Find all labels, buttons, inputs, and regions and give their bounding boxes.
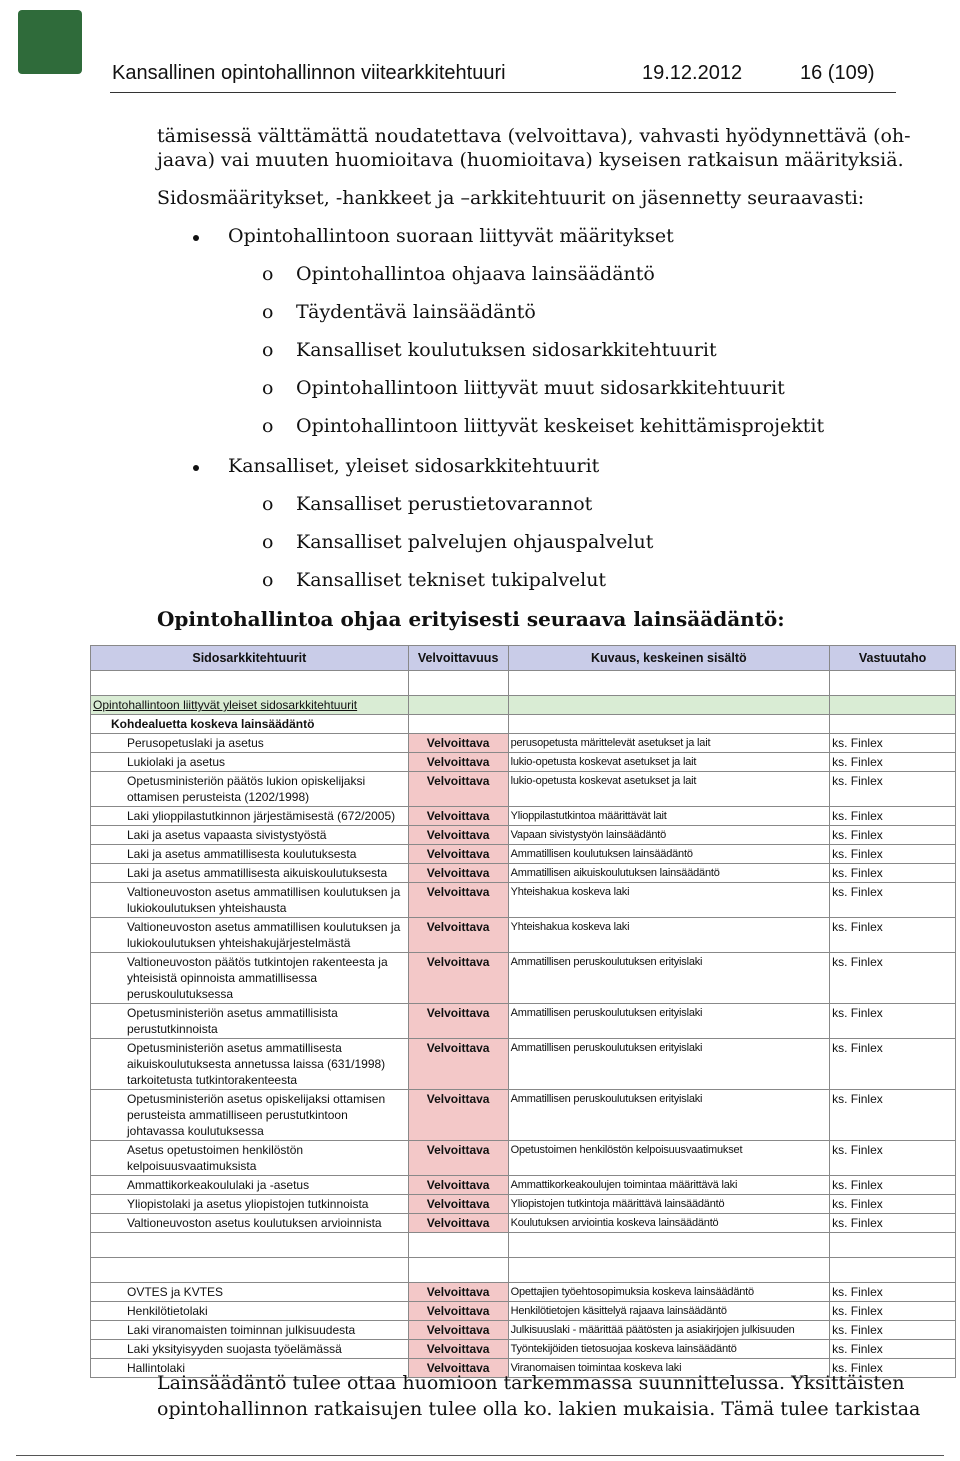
header-divider: [110, 92, 896, 93]
description-cell: Opetustoimen henkilöstön kelpoisuusvaatimukset: [508, 1141, 830, 1176]
description-cell: lukio-opetusta koskevat asetukset ja lait: [508, 772, 830, 807]
intro-line-3: Sidosmääritykset, -hankkeet ja –arkkitehtuurit on jäsennetty seuraavasti:: [157, 187, 865, 209]
responsible-cell: ks. Finlex: [830, 864, 956, 883]
table-cell: [408, 1258, 508, 1283]
law-name: Laki yksityisyyden suojasta työelämässä: [91, 1340, 409, 1359]
obligation-cell: Velvoittava: [408, 883, 508, 918]
table-cell: [408, 696, 508, 715]
responsible-cell: ks. Finlex: [830, 918, 956, 953]
description-cell: Ammatillisen koulutuksen lainsäädäntö: [508, 845, 830, 864]
obligation-cell: Velvoittava: [408, 1214, 508, 1233]
responsible-cell: ks. Finlex: [830, 1283, 956, 1302]
list-marker: o: [262, 531, 274, 553]
obligation-cell: Velvoittava: [408, 918, 508, 953]
law-name: Opetusministeriön asetus ammatillisista perustutkinnoista: [91, 1004, 409, 1039]
description-cell: Opettajien työehtosopimuksia koskeva lainsäädäntö: [508, 1283, 830, 1302]
law-name: Perusopetuslaki ja asetus: [91, 734, 409, 753]
law-name: Valtioneuvoston asetus koulutuksen arvioinnista: [91, 1214, 409, 1233]
table-row: [91, 918, 956, 953]
obligation-cell: Velvoittava: [408, 1195, 508, 1214]
description-cell: Ammattikorkeakoulujen toimintaa määrittävä laki: [508, 1176, 830, 1195]
list-marker: o: [262, 493, 274, 515]
footer-line-2: opintohallinnon ratkaisujen tulee olla ko. lakien mukaisia. Tämä tulee tarkistaa: [157, 1398, 921, 1420]
table-row: [91, 1340, 956, 1359]
law-name: Valtioneuvoston päätös tutkintojen rakenteesta ja yhteisistä opinnoista ammatillisessa peruskoulutuksessa: [91, 953, 409, 1004]
law-name: Opetusministeriön asetus ammatillisesta aikuiskoulutuksesta annetussa laissa (631/1998) tarkoitetusta tutkintorakenteesta: [91, 1039, 409, 1090]
obligation-cell: Velvoittava: [408, 953, 508, 1004]
description-cell: Ammatillisen peruskoulutuksen erityislaki: [508, 1039, 830, 1090]
table-row: [91, 1176, 956, 1195]
law-name: Laki ylioppilastutkinnon järjestämisestä (672/2005): [91, 807, 409, 826]
law-name: Ammattikorkeakoululaki ja -asetus: [91, 1176, 409, 1195]
responsible-cell: ks. Finlex: [830, 1321, 956, 1340]
table-row: [91, 753, 956, 772]
obligation-cell: Velvoittava: [408, 1302, 508, 1321]
list-marker: o: [262, 339, 274, 361]
responsible-cell: ks. Finlex: [830, 772, 956, 807]
table-row: [91, 1090, 956, 1141]
responsible-cell: ks. Finlex: [830, 1039, 956, 1090]
description-cell: Ammatillisen peruskoulutuksen erityislaki: [508, 1090, 830, 1141]
intro-line-2: jaava) vai muuten huomioitava (huomioitava) kyseisen ratkaisun määrityksiä.: [157, 149, 904, 171]
law-name: Valtioneuvoston asetus ammatillisen koulutuksen ja lukiokoulutuksen yhteishausta: [91, 883, 409, 918]
section-heading: Opintohallintoa ohjaa erityisesti seuraava lainsäädäntö:: [157, 607, 785, 631]
description-cell: perusopetusta märittelevät asetukset ja lait: [508, 734, 830, 753]
table-cell: [830, 1233, 956, 1258]
table-row: [91, 734, 956, 753]
list-item-b: Kansalliset, yleiset sidosarkkitehtuurit: [228, 455, 600, 477]
responsible-cell: ks. Finlex: [830, 753, 956, 772]
footer-line-1: Lainsäädäntö tulee ottaa huomioon tarkemmassa suunnittelussa. Yksittäisten: [157, 1372, 905, 1394]
table-spacer-row: [91, 1258, 956, 1283]
table-cell: [408, 671, 508, 696]
responsible-cell: ks. Finlex: [830, 883, 956, 918]
description-cell: Yliopistojen tutkintoja määrittävä lainsäädäntö: [508, 1195, 830, 1214]
law-name: Laki ja asetus ammatillisesta aikuiskoulutuksesta: [91, 864, 409, 883]
bullet-icon: [193, 235, 199, 241]
responsible-cell: ks. Finlex: [830, 1195, 956, 1214]
list-item-a4: Opintohallintoon liittyvät muut sidosarkkitehtuurit: [296, 377, 785, 399]
law-name: Hallintolaki: [91, 1359, 409, 1378]
law-name: Opetusministeriön päätös lukion opiskelijaksi ottamisen perusteista (1202/1998): [91, 772, 409, 807]
obligation-cell: Velvoittava: [408, 826, 508, 845]
description-cell: Ammatillisen aikuiskoulutuksen lainsäädäntö: [508, 864, 830, 883]
description-cell: Yhteishakua koskeva laki: [508, 883, 830, 918]
footer-divider: [16, 1455, 944, 1456]
list-marker: o: [262, 301, 274, 323]
responsible-cell: ks. Finlex: [830, 1214, 956, 1233]
responsible-cell: ks. Finlex: [830, 1176, 956, 1195]
intro-line-1: tämisessä välttämättä noudatettava (velvoittava), vahvasti hyödynnettävä (oh-: [157, 125, 911, 147]
law-name: Henkilötietolaki: [91, 1302, 409, 1321]
list-item-b2: Kansalliset palvelujen ohjauspalvelut: [296, 531, 654, 553]
table-header-cell: Vastuutaho: [830, 646, 956, 671]
table-row: [91, 953, 956, 1004]
table-cell: [508, 671, 830, 696]
list-marker: o: [262, 377, 274, 399]
table-spacer-row: [91, 671, 956, 696]
section-label: Opintohallintoon liittyvät yleiset sidosarkkitehtuurit: [91, 696, 409, 715]
doc-title: Kansallinen opintohallinnon viitearkkitehtuuri: [112, 62, 506, 84]
legislation-table: [90, 645, 956, 1378]
law-name: Yliopistolaki ja asetus yliopistojen tutkinnoista: [91, 1195, 409, 1214]
table-cell: [830, 1258, 956, 1283]
bullet-icon: [193, 465, 199, 471]
table-cell: [91, 671, 409, 696]
table-row: [91, 864, 956, 883]
obligation-cell: Velvoittava: [408, 1090, 508, 1141]
responsible-cell: ks. Finlex: [830, 953, 956, 1004]
table-subsection-row: [91, 715, 956, 734]
obligation-cell: Velvoittava: [408, 1004, 508, 1039]
table-cell: [830, 715, 956, 734]
table-cell: [91, 1233, 409, 1258]
table-row: [91, 807, 956, 826]
obligation-cell: Velvoittava: [408, 734, 508, 753]
description-cell: Koulutuksen arviointia koskeva lainsäädäntö: [508, 1214, 830, 1233]
list-item-a5: Opintohallintoon liittyvät keskeiset kehittämisprojektit: [296, 415, 825, 437]
obligation-cell: Velvoittava: [408, 1321, 508, 1340]
table-cell: [91, 1258, 409, 1283]
table-row: [91, 1214, 956, 1233]
table-section-row: [91, 696, 956, 715]
table-row: [91, 1039, 956, 1090]
responsible-cell: ks. Finlex: [830, 1004, 956, 1039]
description-cell: Ylioppilastutkintoa määrittävät lait: [508, 807, 830, 826]
table-cell: [408, 1233, 508, 1258]
list-item-a2: Täydentävä lainsäädäntö: [296, 301, 536, 323]
law-name: Lukiolaki ja asetus: [91, 753, 409, 772]
table-row: [91, 883, 956, 918]
list-item-a: Opintohallintoon suoraan liittyvät määritykset: [228, 225, 674, 247]
table-cell: [508, 1233, 830, 1258]
law-name: Asetus opetustoimen henkilöstön kelpoisuusvaatimuksista: [91, 1141, 409, 1176]
table-spacer-row: [91, 1233, 956, 1258]
table-cell: [508, 696, 830, 715]
table-row: [91, 1004, 956, 1039]
description-cell: Vapaan sivistystyön lainsäädäntö: [508, 826, 830, 845]
obligation-cell: Velvoittava: [408, 1283, 508, 1302]
law-name: Opetusministeriön asetus opiskelijaksi ottamisen perusteista ammatilliseen perustutkintoon johtavassa koulutuksessa: [91, 1090, 409, 1141]
obligation-cell: Velvoittava: [408, 1340, 508, 1359]
list-marker: o: [262, 263, 274, 285]
table-row: [91, 845, 956, 864]
obligation-cell: Velvoittava: [408, 1176, 508, 1195]
responsible-cell: ks. Finlex: [830, 1340, 956, 1359]
subsection-label: Kohdealuetta koskeva lainsäädäntö: [91, 715, 409, 734]
table-row: [91, 1283, 956, 1302]
table-cell: [508, 1258, 830, 1283]
table-header-cell: Kuvaus, keskeinen sisältö: [508, 646, 830, 671]
doc-date: 19.12.2012: [642, 62, 743, 84]
obligation-cell: Velvoittava: [408, 1039, 508, 1090]
table-cell: [508, 715, 830, 734]
table-cell: [830, 696, 956, 715]
table-row: [91, 1302, 956, 1321]
obligation-cell: Velvoittava: [408, 845, 508, 864]
obligation-cell: Velvoittava: [408, 753, 508, 772]
list-item-b1: Kansalliset perustietovarannot: [296, 493, 593, 515]
table-cell: [830, 671, 956, 696]
responsible-cell: ks. Finlex: [830, 1141, 956, 1176]
table-header-cell: Velvoittavuus: [408, 646, 508, 671]
page-number: 16 (109): [800, 62, 875, 84]
responsible-cell: ks. Finlex: [830, 734, 956, 753]
table-row: [91, 772, 956, 807]
list-marker: o: [262, 569, 274, 591]
obligation-cell: Velvoittava: [408, 807, 508, 826]
law-name: Laki ja asetus vapaasta sivistystyöstä: [91, 826, 409, 845]
responsible-cell: ks. Finlex: [830, 1302, 956, 1321]
responsible-cell: ks. Finlex: [830, 1359, 956, 1378]
description-cell: Henkilötietojen käsittelyä rajaava lainsäädäntö: [508, 1302, 830, 1321]
coat-of-arms-logo: [18, 10, 82, 74]
responsible-cell: ks. Finlex: [830, 807, 956, 826]
table-row: [91, 1195, 956, 1214]
description-cell: Työntekijöiden tietosuojaa koskeva lainsäädäntö: [508, 1340, 830, 1359]
obligation-cell: Velvoittava: [408, 864, 508, 883]
table-header-cell: Sidosarkkitehtuurit: [91, 646, 409, 671]
table-row: [91, 1321, 956, 1340]
list-marker: o: [262, 415, 274, 437]
responsible-cell: ks. Finlex: [830, 1090, 956, 1141]
obligation-cell: Velvoittava: [408, 1141, 508, 1176]
description-cell: Julkisuuslaki - määrittää päätösten ja asiakirjojen julkisuuden: [508, 1321, 830, 1340]
responsible-cell: ks. Finlex: [830, 826, 956, 845]
description-cell: lukio-opetusta koskevat asetukset ja lait: [508, 753, 830, 772]
table-cell: [408, 715, 508, 734]
table-header-row: [91, 646, 956, 671]
list-item-a3: Kansalliset koulutuksen sidosarkkitehtuurit: [296, 339, 717, 361]
law-name: Valtioneuvoston asetus ammatillisen koulutuksen ja lukiokoulutuksen yhteishakujärjestelmästä: [91, 918, 409, 953]
footer-text: [157, 1370, 937, 1422]
description-cell: Ammatillisen peruskoulutuksen erityislaki: [508, 1004, 830, 1039]
responsible-cell: ks. Finlex: [830, 845, 956, 864]
obligation-cell: Velvoittava: [408, 772, 508, 807]
table-row: [91, 1141, 956, 1176]
description-cell: Ammatillisen peruskoulutuksen erityislaki: [508, 953, 830, 1004]
table-row: [91, 826, 956, 845]
law-name: Laki viranomaisten toiminnan julkisuudesta: [91, 1321, 409, 1340]
description-cell: Yhteishakua koskeva laki: [508, 918, 830, 953]
description-cell: Viranomaisen toimintaa koskeva laki: [508, 1359, 830, 1378]
law-name: Laki ja asetus ammatillisesta koulutuksesta: [91, 845, 409, 864]
list-item-a1: Opintohallintoa ohjaava lainsäädäntö: [296, 263, 655, 285]
law-name: OVTES ja KVTES: [91, 1283, 409, 1302]
obligation-cell: Velvoittava: [408, 1359, 508, 1378]
list-item-b3: Kansalliset tekniset tukipalvelut: [296, 569, 607, 591]
